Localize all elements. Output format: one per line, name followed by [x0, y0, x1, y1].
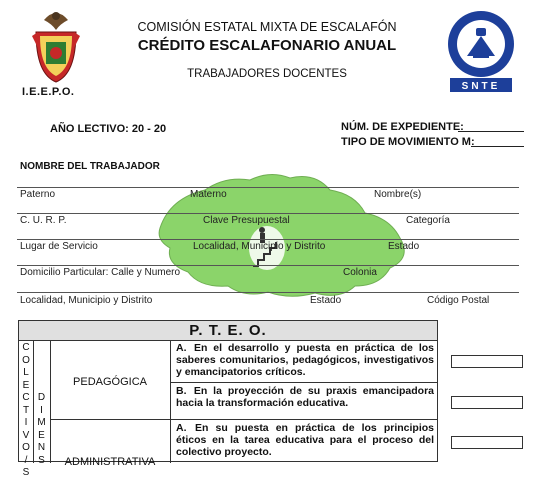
dimension-pedagogica: PEDAGÓGICA [73, 376, 147, 388]
field-lugar-servicio[interactable]: Lugar de Servicio [20, 241, 98, 252]
field-materno[interactable]: Materno [190, 189, 227, 200]
ieepo-label: I.E.E.P.O. [22, 86, 75, 98]
field-codigo-postal[interactable]: Código Postal [427, 295, 490, 306]
field-clave-presupuestal[interactable]: Clave Presupuestal [203, 215, 290, 226]
rule-row4 [17, 265, 519, 266]
header-subtitle: TRABAJADORES DOCENTES [187, 68, 347, 80]
item-administrativa-a: A. En su puesta en práctica de los principios éticos en la tarea educativa para el proceso del colectivo proyecto. [176, 422, 434, 458]
num-expediente-label: NÚM. DE EXPEDIENTE: [341, 121, 464, 133]
header-commission: COMISIÓN ESTATAL MIXTA DE ESCALAFÓN [137, 20, 397, 34]
pteo-table [18, 320, 438, 478]
page-title: CRÉDITO ESCALAFONARIO ANUAL [137, 37, 397, 54]
field-localidad-servicio[interactable]: Localidad, Municipio y Distrito [193, 241, 326, 252]
dimension-administrativa: ADMINISTRATIVA [64, 456, 156, 468]
divider-col3 [170, 340, 171, 463]
field-localidad-particular[interactable]: Localidad, Municipio y Distrito [20, 295, 153, 306]
field-colonia[interactable]: Colonia [343, 267, 377, 278]
score-box-administrativa-a[interactable] [451, 436, 523, 449]
field-curp[interactable]: C. U. R. P. [20, 215, 67, 226]
score-box-pedagogica-a[interactable] [451, 355, 523, 368]
field-paterno[interactable]: Paterno [20, 189, 56, 200]
item-pedagogica-a: A. En el desarrollo y puesta en práctica de los saberes comunitarios, pedagógicos, investigativos y emancipatorios críticos. [176, 342, 434, 378]
snte-logo [440, 8, 522, 94]
divider-item-ab [170, 382, 438, 383]
score-box-pedagogica-b[interactable] [451, 396, 523, 409]
worker-section-title: NOMBRE DEL TRABAJADOR [20, 161, 160, 172]
field-categoria[interactable]: Categoría [406, 215, 450, 226]
divider-col2 [50, 340, 51, 463]
rule-row3 [17, 239, 519, 240]
field-nombres[interactable]: Nombre(s) [374, 189, 422, 200]
tipo-movimiento-label: TIPO DE MOVIMIENTO M: [341, 136, 475, 148]
snte-label: SNTE [461, 81, 501, 92]
num-expediente-field[interactable] [458, 121, 524, 132]
pteo-title: P. T. E. O. [19, 321, 437, 341]
item-pedagogica-b: B. En la proyección de su praxis emancipadora hacia la transformación educativa. [176, 385, 434, 409]
field-estado-particular[interactable]: Estado [310, 295, 342, 306]
rule-row1 [17, 187, 519, 188]
vertical-colectivo: C O L E C T I V O / S [22, 342, 30, 478]
tipo-movimiento-field[interactable] [471, 136, 524, 147]
rule-row2 [17, 213, 519, 214]
rule-row5 [17, 292, 519, 293]
field-estado-servicio[interactable]: Estado [388, 241, 420, 252]
vertical-dimensiones: D I M E N S [37, 392, 46, 466]
field-domicilio[interactable]: Domicilio Particular: Calle y Numero [20, 267, 181, 278]
divider-dimension [50, 419, 438, 420]
ano-lectivo: AÑO LECTIVO: 20 - 20 [50, 123, 167, 135]
